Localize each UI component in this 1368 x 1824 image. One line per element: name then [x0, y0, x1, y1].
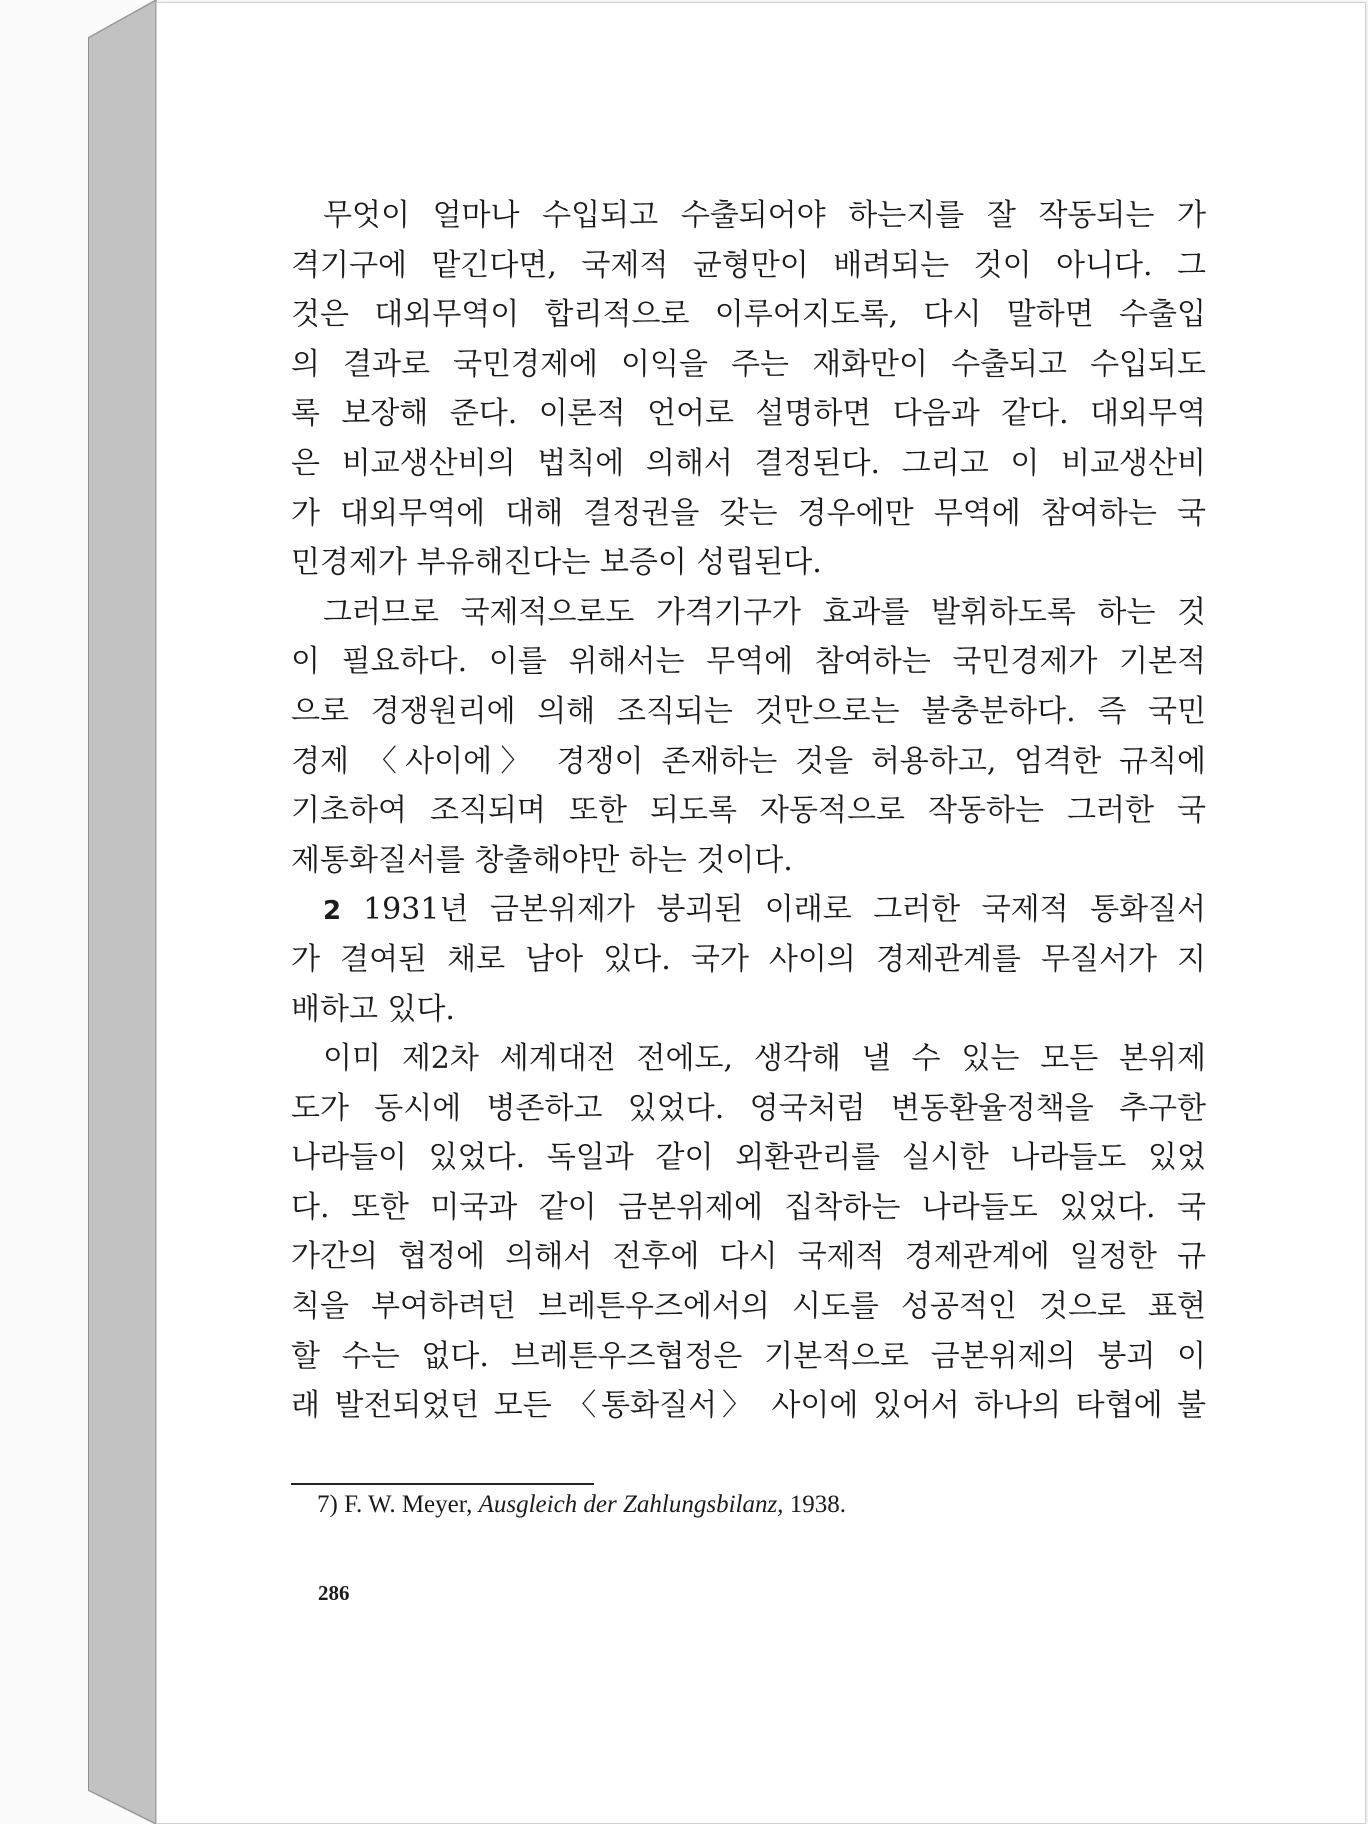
- page-number: 286: [318, 1581, 350, 1605]
- paragraph-2: [291, 588, 1206, 886]
- footnote-divider: [291, 1483, 594, 1485]
- book-page: [156, 2, 1366, 1824]
- text-line: [291, 885, 1206, 935]
- text-line: 래 발전되었던 모든 〈통화질서〉 사이에 있어서 하나의 타협에 불: [291, 1388, 1206, 1424]
- text-line: 것은 대외무역이 합리적으로 이루어지도록, 다시 말하면 수출입: [291, 297, 1206, 333]
- text-line: 으로 경쟁원리에 의해 조직되는 것만으로는 불충분하다. 즉 국민: [291, 693, 1206, 729]
- footnote-marker: 7): [317, 1491, 338, 1518]
- text-line: 가 결여된 채로 남아 있다. 국가 사이의 경제관계를 무질서가 지: [291, 941, 1206, 977]
- text-line: 가 대외무역에 대해 결정권을 갖는 경우에만 무역에 참여하는 국: [291, 495, 1206, 531]
- text-line: 민경제가 부유해진다는 보증이 성립된다.: [291, 545, 822, 581]
- text-line: 그러므로 국제적으로도 가격기구가 효과를 발휘하도록 하는 것: [323, 594, 1206, 630]
- text-line: 의 결과로 국민경제에 이익을 주는 재화만이 수출되고 수입되도: [291, 346, 1206, 382]
- footnote-year: 1938.: [789, 1491, 846, 1518]
- text-line: 다. 또한 미국과 같이 금본위제에 집착하는 나라들도 있었다. 국: [291, 1189, 1206, 1225]
- text-line: 할 수는 없다. 브레튼우즈협정은 기본적으로 금본위제의 붕괴 이: [291, 1338, 1206, 1374]
- paragraph-1: [291, 191, 1206, 588]
- footnote: [317, 1491, 846, 1519]
- text-line: 배하고 있다.: [291, 991, 455, 1027]
- text-line: 나라들이 있었다. 독일과 같이 외환관리를 실시한 나라들도 있었: [291, 1140, 1206, 1176]
- text-line: 이 필요하다. 이를 위해서는 무역에 참여하는 국민경제가 기본적: [291, 644, 1206, 680]
- body-text: [291, 191, 1206, 1431]
- text-line: 칙을 부여하려던 브레튼우즈에서의 시도를 성공적인 것으로 표현: [291, 1289, 1206, 1325]
- text-line: 가간의 협정에 의해서 전후에 다시 국제적 경제관계에 일정한 규: [291, 1239, 1206, 1275]
- text-line: 제통화질서를 창출해야만 하는 것이다.: [291, 842, 793, 878]
- paragraph-section-2: [291, 885, 1206, 1034]
- text-line: 기초하여 조직되며 또한 되도록 자동적으로 작동하는 그러한 국: [291, 793, 1206, 829]
- text-line: 도가 동시에 병존하고 있었다. 영국처럼 변동환율정책을 추구한: [291, 1090, 1206, 1126]
- text-line: 은 비교생산비의 법칙에 의해서 결정된다. 그리고 이 비교생산비: [291, 445, 1206, 481]
- footnote-title: Ausgleich der Zahlungsbilanz,: [478, 1491, 784, 1518]
- footnote-author: F. W. Meyer,: [344, 1491, 473, 1518]
- text-line: 무엇이 얼마나 수입되고 수출되어야 하는지를 잘 작동되는 가: [323, 198, 1206, 233]
- text-line: 이미 제2차 세계대전 전에도, 생각해 낼 수 있는 모든 본위제: [323, 1041, 1206, 1077]
- text-line: 경제 〈사이에〉 경쟁이 존재하는 것을 허용하고, 엄격한 규칙에: [291, 743, 1206, 779]
- section-number: 2: [323, 896, 342, 927]
- text-line-content: 1931년 금본위제가 붕괴된 이래로 그러한 국제적 통화질서: [363, 892, 1206, 928]
- text-line: 록 보장해 준다. 이론적 언어로 설명하면 다음과 같다. 대외무역: [291, 396, 1206, 432]
- book-spine: [88, 0, 158, 1824]
- text-line: 격기구에 맡긴다면, 국제적 균형만이 배려되는 것이 아니다. 그: [291, 247, 1206, 283]
- paragraph-4: [291, 1034, 1206, 1431]
